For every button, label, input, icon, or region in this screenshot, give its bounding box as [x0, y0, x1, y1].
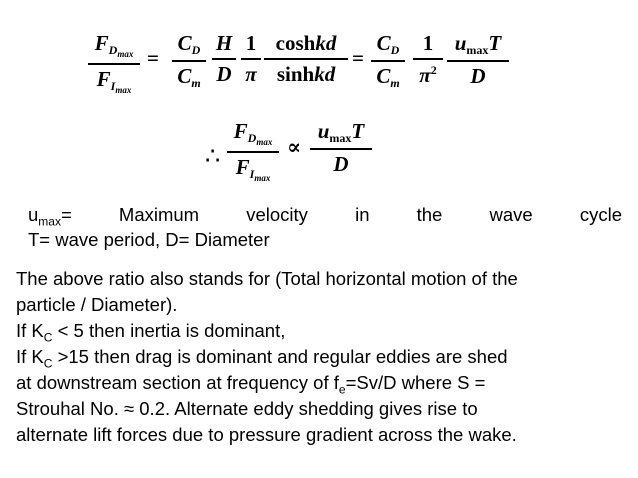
umax-equals: =	[60, 204, 72, 225]
one: 1	[422, 31, 434, 55]
equals-sign: =	[147, 46, 159, 70]
cd-sub: D	[191, 43, 201, 57]
word-in: in	[355, 204, 370, 225]
word-velocity: velocity	[246, 204, 308, 225]
paragraph-line-6: Strouhal No. ≈ 0.2. Alternate eddy shedding gives rise to	[16, 398, 478, 419]
umax-sub: max	[38, 214, 61, 229]
lhs-fraction-2	[227, 121, 279, 183]
word-cycle: cycle	[579, 204, 622, 225]
fi-sub: I	[110, 78, 116, 93]
word-the: the	[416, 204, 443, 225]
fd-subsub: max	[256, 137, 273, 147]
fi-subsub: max	[254, 172, 271, 183]
cosh: cosh	[275, 31, 316, 55]
umax-symbol: u	[28, 204, 39, 225]
d-symbol: D	[333, 151, 349, 176]
word-maximum: Maximum	[118, 204, 200, 225]
proportional-symbol: ∝	[287, 135, 302, 159]
pi-symbol: π	[419, 62, 431, 87]
squared: 2	[430, 62, 437, 77]
fraction-bar	[310, 148, 372, 150]
word-wave: wave	[489, 204, 533, 225]
fd-sub: D	[108, 43, 118, 57]
fi-subsub: max	[115, 84, 132, 95]
fi-symbol: F	[96, 66, 111, 91]
therefore-symbol: ∴	[205, 144, 221, 170]
cd-sub: D	[390, 43, 400, 57]
cm-sub: m	[390, 75, 400, 90]
one: 1	[245, 31, 257, 55]
umax-definition	[28, 204, 622, 229]
d-symbol: D	[470, 63, 486, 88]
max-sub: max	[466, 43, 489, 57]
d-symbol: D	[216, 61, 232, 86]
fi-symbol: F	[235, 154, 250, 179]
fd-symbol: F	[94, 31, 109, 55]
cm-symbol: C	[376, 63, 391, 88]
fd-symbol: F	[233, 119, 248, 143]
u-symbol: u	[454, 31, 467, 55]
t-d-definition: T= wave period, D= Diameter	[28, 229, 270, 250]
cd-symbol: C	[177, 31, 192, 55]
fi-sub: I	[249, 166, 255, 181]
h-symbol: H	[215, 31, 233, 55]
u-symbol: u	[317, 119, 330, 143]
cm-symbol: C	[177, 63, 192, 88]
equation-proportional	[0, 0, 638, 200]
paragraph-line-5: at downstream section at frequency of $f_e=Sv/D$ where S =	[16, 372, 486, 397]
rhs-fraction-2	[310, 121, 372, 175]
paragraph-line-4: If $K_C >15$ then drag is dominant and regular eddies are shed	[16, 346, 508, 371]
t-symbol: T	[488, 31, 502, 55]
paragraph-line-2: particle / Diameter).	[16, 294, 178, 315]
equals-sign: =	[352, 46, 364, 70]
fraction-bar	[227, 151, 279, 153]
kd: kd	[315, 31, 337, 55]
fd-sub: D	[247, 131, 257, 145]
kd: kd	[314, 61, 336, 86]
paragraph-line-3: If $K_C < 5$ then inertia is dominant,	[16, 320, 286, 345]
max-sub: max	[329, 131, 352, 145]
t-symbol: T	[351, 119, 365, 143]
cm-sub: m	[191, 75, 201, 90]
paragraph-line-7: alternate lift forces due to pressure gradient across the wake.	[16, 424, 517, 445]
paragraph-line-1: The above ratio also stands for (Total horizontal motion of the	[16, 268, 518, 289]
cd-symbol: C	[376, 31, 391, 55]
sinh: sinh	[276, 61, 315, 86]
fd-subsub: max	[117, 49, 134, 59]
pi-symbol: π	[245, 61, 257, 86]
